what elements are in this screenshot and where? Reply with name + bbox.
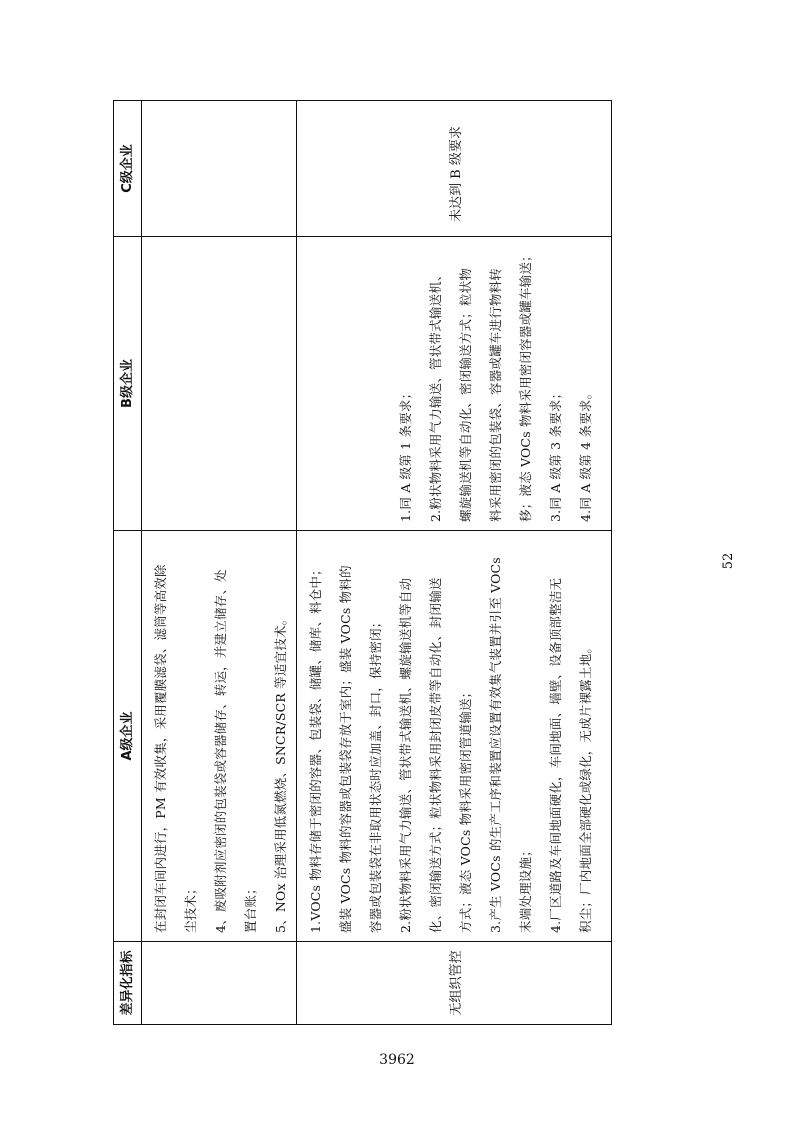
header-grade-b: B级企业 xyxy=(114,237,142,531)
row2-a-line: 方式；液态 VOCs 物料采用密闭管道输送； xyxy=(458,685,473,933)
table-header-row xyxy=(114,101,142,1025)
row2-a-line: 盛装 VOCs 物料的容器或包装袋存放于室内；盛装 VOCs 物料的 xyxy=(338,565,353,933)
row2-a-line: 2.粉状物料采用气力输送、管状带式输送机、螺旋输送机等自动 xyxy=(398,577,413,933)
row1-a-line: 在封闭车间内进行，PM 有效收集，采用覆膜滤袋、滤筒等高效除 xyxy=(153,564,168,933)
row2-b-line xyxy=(331,245,361,522)
row2-a-line: 3.产生 VOCs 的生产工序和装置应设置有效集气装置并引至 VOCs xyxy=(488,557,503,933)
row2-b-line: 2.粉状物料采用气力输送、管状带式输送机、 xyxy=(428,268,443,522)
footer-page-number: 3962 xyxy=(379,1052,415,1068)
row2-b-line: 1.同 A 级第 1 条要求； xyxy=(398,386,413,522)
row2-b-line: 移；液态 VOCs 物料采用密闭容器或罐车输送； xyxy=(518,249,533,522)
table-row xyxy=(142,101,297,1025)
row2-a-line: 化、密闭输送方式；粒状物料采用封闭皮带等自动化、封闭输送 xyxy=(428,577,443,933)
row1-grade-a-cell xyxy=(142,531,297,942)
row1-grade-b-cell xyxy=(142,237,297,531)
row2-b-line: 螺旋输送机等自动化、密闭输送方式；粒状物 xyxy=(458,267,473,522)
row2-a-line: 末端处理设施； xyxy=(518,844,533,933)
table-row xyxy=(297,101,612,1025)
header-grade-c: C级企业 xyxy=(114,101,142,237)
row2-a-line: 积尘；厂内地面全部硬化或绿化，无成片裸露土地。 xyxy=(578,640,593,933)
row1-a-line: 置台账； xyxy=(243,882,258,933)
header-grade-a: A级企业 xyxy=(114,531,142,942)
row2-a-line: 4.厂区道路及车间地面硬化，车间地面、墙壁、设备顶部整洁无 xyxy=(548,577,563,933)
row2-b-line: 3.同 A 级第 3 条要求； xyxy=(548,386,563,522)
row2-grade-a-cell xyxy=(297,531,612,942)
row2-grade-c-cell: 未达到 B 级要求 xyxy=(297,101,612,237)
header-indicator: 差异化指标 xyxy=(114,942,142,1025)
row2-label: 无组织管控 xyxy=(297,942,612,1025)
row1-a-line: 尘技术； xyxy=(183,882,198,933)
row1-a-line: 5、NOx 治理采用低氮燃烧、SNCR/SCR 等适宜技术。 xyxy=(273,612,288,933)
row2-b-line xyxy=(301,245,331,522)
row2-a-line: 1.VOCs 物料存储于密闭的容器、包装袋、储罐、储库、料仓中； xyxy=(308,563,323,933)
row1-a-line: 4、废吸附剂应密闭的包装袋或容器储存、转运，并建立储存、处 xyxy=(213,569,228,933)
rotated-table-frame xyxy=(113,101,593,1025)
row1-label xyxy=(142,942,297,1025)
rotated-page-number: 52 xyxy=(721,552,736,570)
comparison-table xyxy=(113,100,612,1025)
row2-grade-b-cell xyxy=(297,237,612,531)
row2-b-line: 料采用密闭的包装袋、容器或罐车进行物料转 xyxy=(488,267,503,522)
row2-a-line: 容器或包装袋在非取用状态时应加盖、封口，保持密闭； xyxy=(368,615,383,933)
rotated-table-region xyxy=(113,101,593,1025)
row2-b-line: 4.同 A 级第 4 条要求。 xyxy=(578,386,593,522)
row1-grade-c-cell xyxy=(142,101,297,237)
row2-b-line xyxy=(361,245,391,522)
